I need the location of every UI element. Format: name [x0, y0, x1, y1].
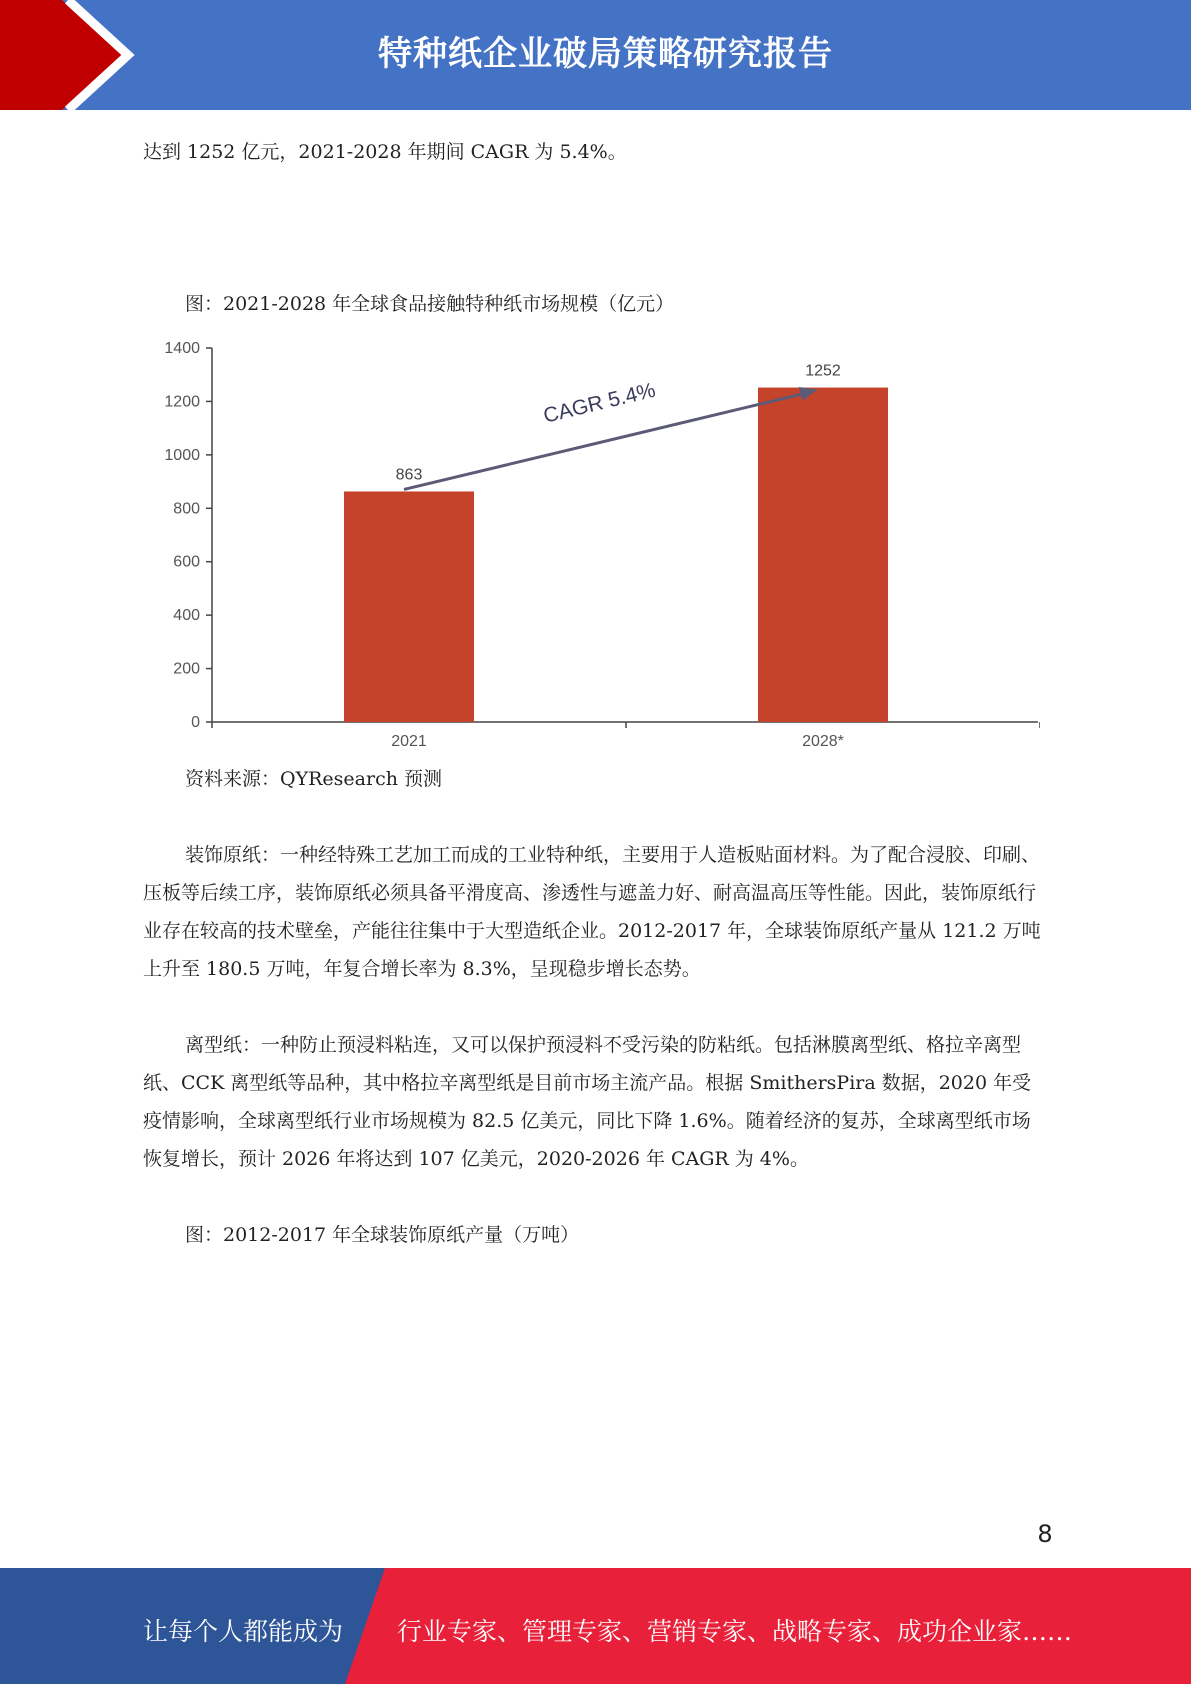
y-tick-label: 200	[173, 660, 200, 678]
page-footer	[0, 1568, 1191, 1684]
y-tick-label: 1200	[164, 393, 200, 411]
report-title: 特种纸企业破局策略研究报告	[378, 34, 833, 74]
paragraph-decor-paper: 装饰原纸：一种经特殊工艺加工而成的工业特种纸，主要用于人造板贴面材料。为了配合浸胶、印刷、压板等后续工序，装饰原纸必须具备平滑度高、渗透性与遮盖力好、耐高温高压等性能。因此，装饰原纸行业存在较高的技术壁垒，产能往往集中于大型造纸企业。2012-2017 年，全球装饰原纸产量从 121.2 万吨上升至 180.5 万吨，年复合增长率为 8.3%，呈现稳步增长态势。	[143, 844, 1041, 980]
chart-annotation	[404, 379, 818, 490]
market-size-chart	[140, 330, 1040, 750]
bar	[344, 491, 474, 722]
x-tick-label: 2021	[391, 733, 427, 750]
y-tick-label: 400	[173, 607, 200, 625]
y-tick-label: 1000	[164, 446, 200, 464]
intro-line: 达到 1252 亿元，2021-2028 年期间 CAGR 为 5.4%。	[143, 141, 627, 163]
y-tick-label: 600	[173, 553, 200, 571]
figure2-caption: 图：2012-2017 年全球装饰原纸产量（万吨）	[185, 1224, 580, 1246]
y-tick-label: 0	[191, 714, 200, 731]
paragraph-release-paper: 离型纸：一种防止预浸料粘连，又可以保护预浸料不受污染的防粘纸。包括淋膜离型纸、格拉辛离型纸、CCK 离型纸等品种，其中格拉辛离型纸是目前市场主流产品。根据 SmithersPira 数据，2020 年受疫情影响，全球离型纸行业市场规模为 82.5 亿美元，同比下降 1.6%。随着经济的复苏，全球离型纸市场恢复增长，预计 2026 年将达到 107 亿美元，2020-2026 年 CAGR 为 4%。	[143, 1034, 1032, 1170]
figure1-source: 资料来源：QYResearch 预测	[185, 768, 442, 790]
bar-value-label: 863	[395, 466, 423, 484]
y-tick-label: 800	[173, 500, 200, 518]
cagr-annotation-label: CAGR 5.4%	[541, 378, 658, 428]
footer-slogan-left: 让每个人都能成为	[143, 1617, 344, 1646]
y-tick-label: 1400	[164, 340, 200, 357]
figure1-caption: 图：2021-2028 年全球食品接触特种纸市场规模（亿元）	[185, 293, 675, 315]
x-tick-label: 2028*	[802, 733, 844, 750]
bar-value-label: 1252	[805, 362, 841, 380]
page-header	[0, 0, 1191, 110]
bar	[758, 388, 888, 722]
footer-slogan-right: 行业专家、管理专家、营销专家、战略专家、成功企业家……	[397, 1617, 1073, 1646]
page-number: 8	[1037, 1520, 1053, 1548]
